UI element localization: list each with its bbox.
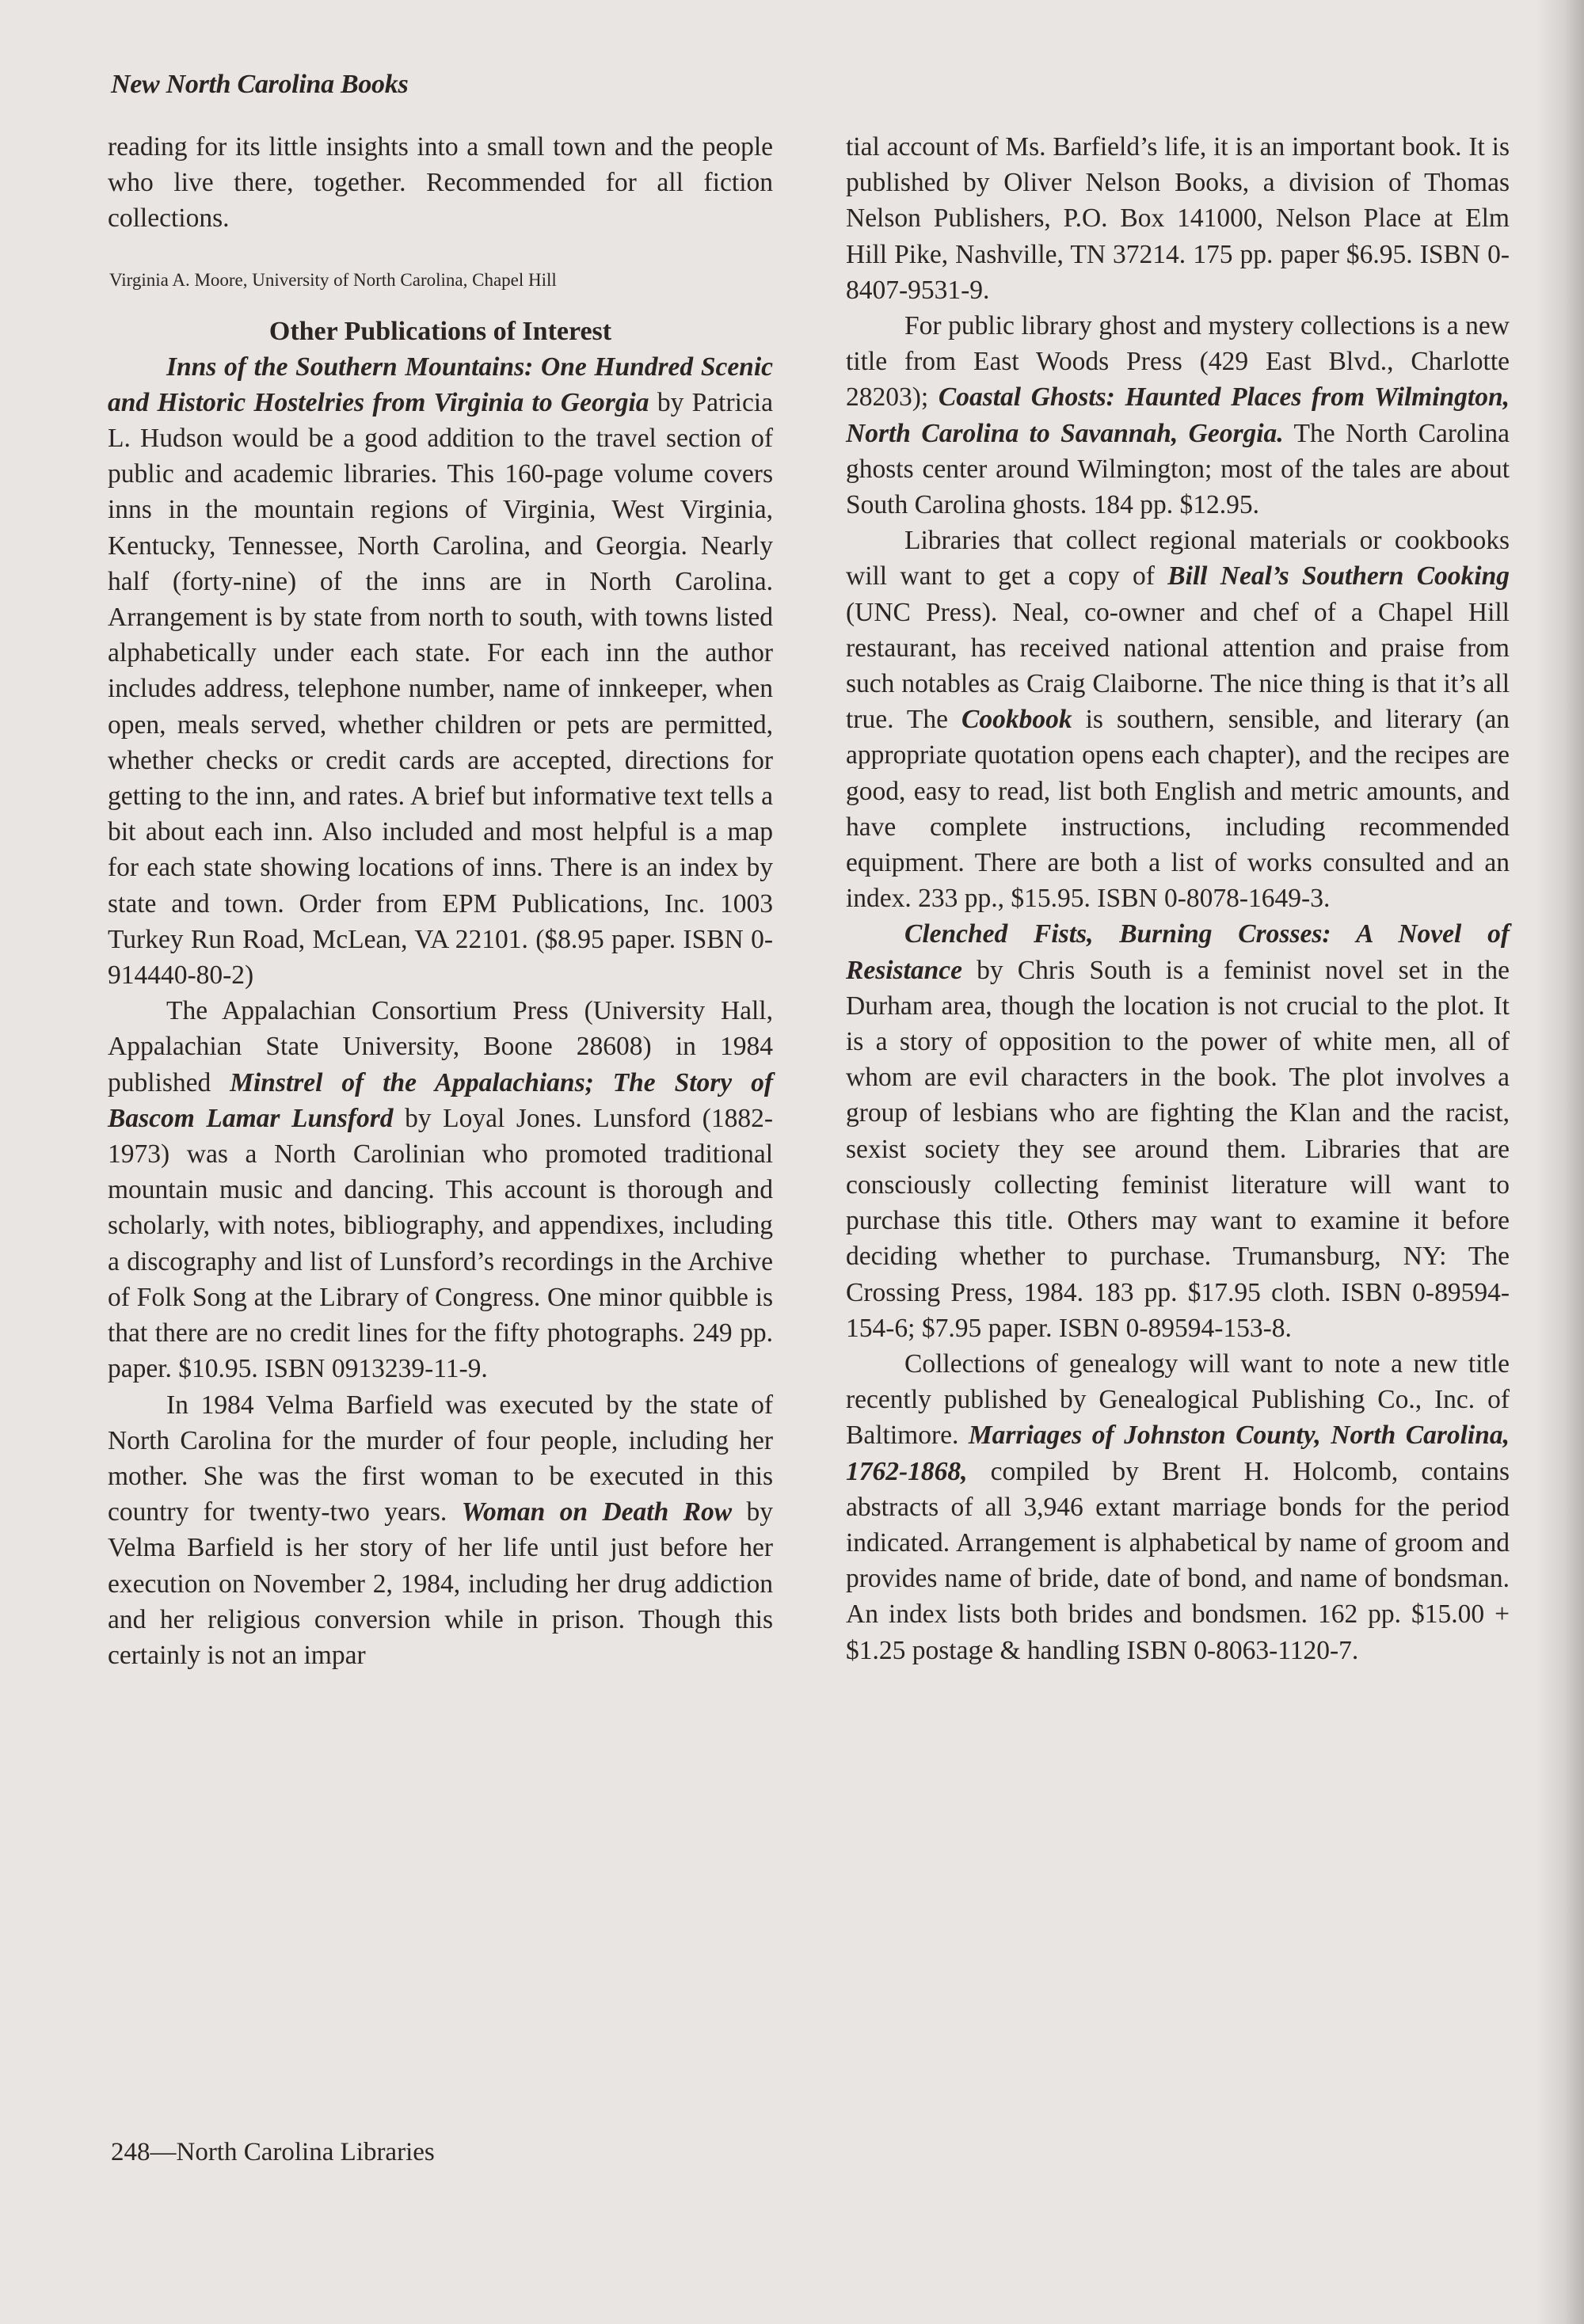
- entry-lead: In 1984 Velma Barfield was executed by the state of North Carolina for the murder of four people, including her mother. She was the first woman to be executed in this country for twenty-two years.: [108, 1390, 773, 1527]
- running-head: New North Carolina Books: [111, 70, 409, 99]
- entry-mid: (UNC Press). Neal, co-owner and chef of a Chapel Hill restaurant, has received national attention and praise from such notables as Craig Claiborne. The nice thing is that it’s all true. The: [846, 597, 1510, 735]
- entry-body: by Loyal Jones. Lunsford (1882-1973) was a North Carolinian who promoted traditional mountain music and dancing. This account is thorough and scholarly, with notes, bibliography, and appendixes, including a discography and list of Lunsford’s recordings in the Archive of Folk Song at the Library of Congress. One minor quibble is that there are no credit lines for the fifty photographs. 249 pp. paper. $10.95. ISBN 0913239-11-9.: [108, 1103, 773, 1384]
- entry-minstrel: [108, 993, 773, 1386]
- entry-body: by Patricia L. Hudson would be a good addition to the travel section of public and academic libraries. This 160-page volume covers inns in the mountain regions of Virginia, West Virginia, Kentucky, Tennessee, North Carolina, and Georgia. Nearly half (forty-nine) of the inns are in North Carolina. Arrangement is by state from north to south, with towns listed alphabetically under each state. For each inn the author includes address, telephone number, name of innkeeper, when open, meals served, whether children or pets are permitted, whether checks or credit cards are accepted, directions for getting to the inn, and rates. A brief but informative text tells a bit about each inn. Also included and most helpful is a map for each state showing locations of inns. There is an index by state and town. Order from EPM Publications, Inc. 1003 Turkey Run Road, McLean, VA 22101. ($8.95 paper. ISBN 0-914440-80-2): [108, 387, 773, 991]
- entry-body: by Chris South is a feminist novel set in the Durham area, though the location is not crucial to the plot. It is a story of opposition to the power of white men, all of whom are evil characters in the book. The plot involves a group of lesbians who are fighting the Klan and the racist, sexist society they see around them. Libraries that are consciously collecting feminist literature will want to purchase this title. Others may want to examine it before deciding whether to purchase. Trumansburg, NY: The Crossing Press, 1984. 183 pp. $17.95 cloth. ISBN 0-89594-154-6; $7.95 paper. ISBN 0-89594-153-8.: [846, 955, 1510, 1343]
- book-title: Woman on Death Row: [461, 1497, 733, 1527]
- entry-lead: For public library ghost and mystery collections is a new title from East Woods Press (429 East Blvd., Charlotte 28203);: [846, 311, 1510, 413]
- book-title: Cookbook: [961, 705, 1072, 735]
- entry-body: by Velma Barfield is her story of her life until just before her execution on November 2, 1984, including her drug addiction and her religious conversion while in prison. Though this certainly is not an impar: [108, 1497, 774, 1670]
- entry-barfield-continued: tial account of Ms. Barfield’s life, it is an important book. It is published by Oliver Nelson Books, a division of Thomas Nelson Publishers, P.O. Box 141000, Nelson Place at Elm Hill Pike, Nashville, TN 37214. 175 pp. paper $6.95. ISBN 0-8407-9531-9.: [846, 132, 1510, 305]
- entry-body: The North Carolina ghosts center around Wilmington; most of the tales are about South Carolina ghosts. 184 pp. $12.95.: [846, 418, 1510, 520]
- left-column: [108, 129, 773, 1673]
- book-title: Clenched Fists, Burning Crosses: A Novel of Resistance: [846, 919, 1510, 985]
- review-conclusion: reading for its little insights into a small town and the people who live there, together. Recommended for all fiction collections.: [108, 132, 773, 234]
- entry-lead: Collections of genealogy will want to note a new title recently published by Genealogical Publishing Co., Inc. of Baltimore.: [846, 1348, 1510, 1451]
- book-title: Marriages of Johnston County, North Carolina, 1762-1868,: [846, 1421, 1510, 1486]
- book-title: Bill Neal’s Southern Cooking: [1167, 561, 1510, 591]
- section-heading: Other Publications of Interest: [268, 316, 612, 346]
- entry-inns: [108, 349, 773, 994]
- entry-cooking: [846, 523, 1510, 916]
- entry-ghosts: [846, 308, 1510, 523]
- book-title: Minstrel of the Appalachians; The Story of Bascom Lamar Lunsford: [108, 1067, 773, 1133]
- page-edge-shadow: [1536, 0, 1584, 2324]
- entry-body: compiled by Brent H. Holcomb, contains abstracts of all 3,946 extant marriage bonds for the period indicated. Arrangement is alphabetical by name of groom and provides name of bride, date of bond, and name of bondsman. An index lists both brides and bondsmen. 162 pp. $15.00 + $1.25 postage & handling ISBN 0-8063-1120-7.: [846, 1456, 1510, 1665]
- right-column: [846, 129, 1510, 1668]
- reviewer-byline: Virginia A. Moore, University of North Carolina, Chapel Hill: [109, 269, 557, 290]
- entry-body: is southern, sensible, and literary (an appropriate quotation opens each chapter), and the recipes are good, easy to read, list both English and metric amounts, and have complete instructions, including recommended equipment. There are both a list of works consulted and an index. 233 pp., $15.95. ISBN 0-8078-1649-3.: [846, 705, 1510, 914]
- entry-clenched-fists: [846, 916, 1510, 1345]
- page-footer: 248—North Carolina Libraries: [111, 2138, 435, 2166]
- book-title: Coastal Ghosts: Haunted Places from Wilmington, North Carolina to Savannah, Georgia.: [846, 382, 1510, 448]
- book-title: Inns of the Southern Mountains: One Hundred Scenic and Historic Hostelries from Virginia to Georgia: [108, 352, 773, 417]
- entry-barfield: [108, 1387, 773, 1674]
- entry-lead: Libraries that collect regional materials or cookbooks will want to get a copy of: [846, 526, 1510, 591]
- entry-marriages: [846, 1346, 1510, 1668]
- entry-lead: The Appalachian Consortium Press (University Hall, Appalachian State University, Boone 28608) in 1984 published: [108, 996, 773, 1097]
